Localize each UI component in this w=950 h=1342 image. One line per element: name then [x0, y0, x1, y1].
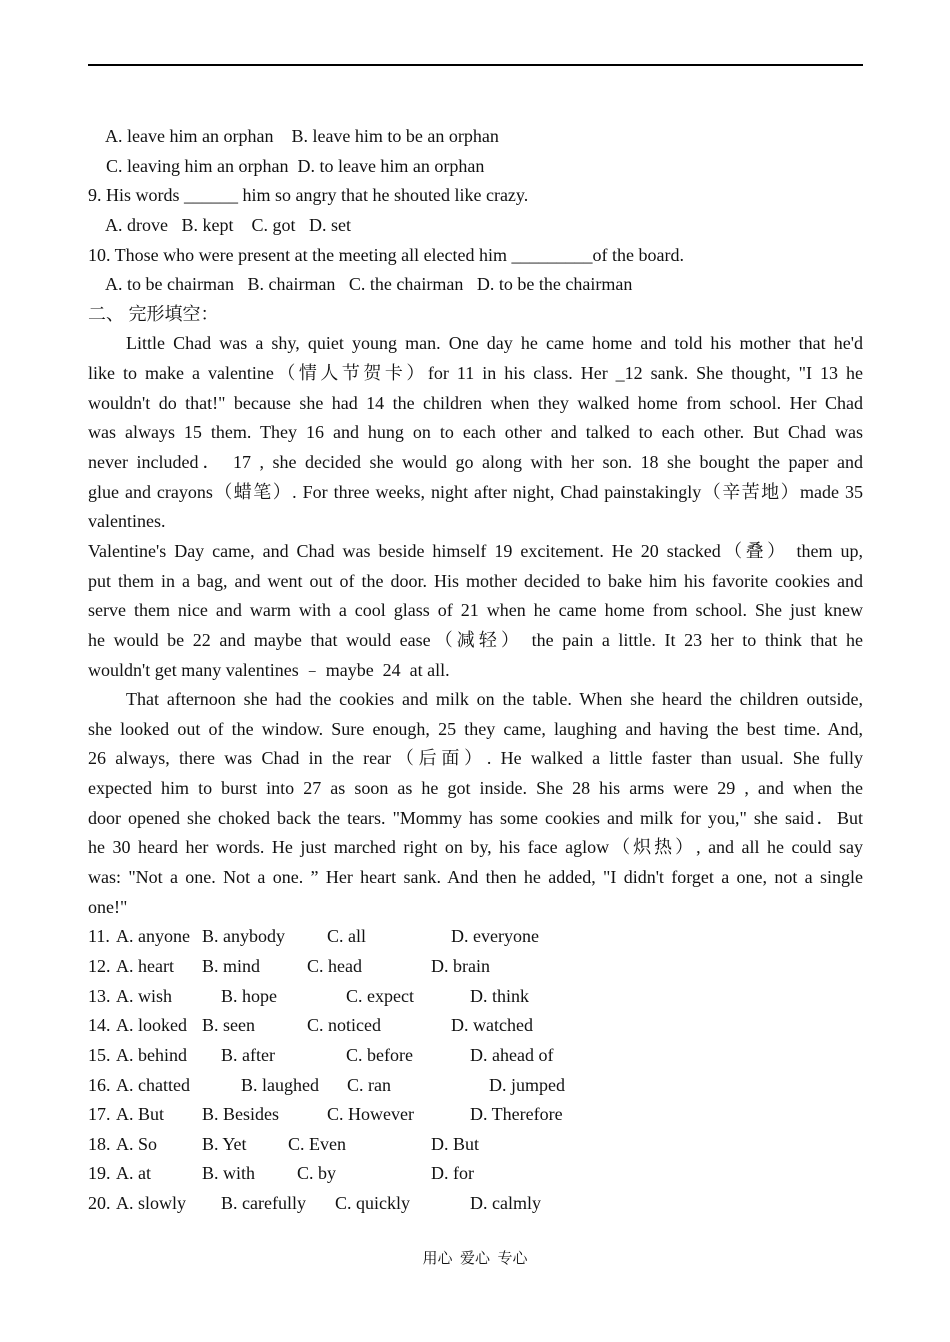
option-b: B. after — [221, 1044, 275, 1065]
passage-line: expected him to burst into 27 as soon as he got inside. She 28 his arms were 29 , and when the — [88, 778, 863, 799]
option-a: A. behind — [116, 1044, 187, 1065]
passage-line: valentines. — [88, 511, 166, 532]
option-c: C. all — [327, 926, 366, 947]
option-b: B. Yet — [202, 1133, 247, 1154]
option-c: C. However — [327, 1104, 414, 1125]
passage-line: wouldn't do that!" because she had 14 the children when they walked home from school. Her Chad — [88, 392, 863, 413]
question-row — [88, 1100, 863, 1130]
question-row — [88, 1130, 863, 1160]
option-c: C. expect — [346, 985, 414, 1006]
option-a: A. But — [116, 1104, 165, 1125]
option-c: C. before — [346, 1044, 413, 1065]
question-row — [88, 1011, 863, 1041]
passage-line: like to make a valentine（情人节贺卡）for 11 in his class. Her _12 sank. She thought, "I 13 he — [88, 363, 863, 384]
text-line: 二、 完形填空： — [88, 303, 219, 324]
question-row — [88, 1041, 863, 1071]
passage-line: she looked out of the window. Sure enough, 25 they came, laughing and having the best time. And, — [88, 718, 863, 739]
question-number: 16. — [88, 1074, 111, 1095]
option-a: A. at — [116, 1163, 151, 1184]
text-line: 10. Those who were present at the meeting all elected him _________of the board. — [88, 244, 684, 265]
passage-line: put them in a bag, and went out of the door. His mother decided to bake him his favorite cookies and — [88, 570, 863, 591]
option-a: A. looked — [116, 1015, 187, 1036]
passage-line: never included． 17 , she decided she would go along with her son. 18 she bought the paper and — [88, 452, 863, 473]
text-line: C. leaving him an orphan D. to leave him an orphan — [88, 155, 485, 176]
option-d: D. ahead of — [470, 1044, 554, 1065]
passage-line: was: "Not a one. Not a one. ” Her heart sank. And then he added, "I didn't forget a one, not a single — [88, 867, 863, 888]
option-a: A. heart — [116, 955, 174, 976]
option-d: D. jumped — [489, 1074, 565, 1095]
option-b: B. Besides — [202, 1104, 280, 1125]
text-line: A. to be chairman B. chairman C. the chairman D. to be the chairman — [88, 274, 633, 295]
question-row — [88, 952, 863, 982]
option-d: D. for — [431, 1163, 474, 1184]
option-c: C. quickly — [335, 1193, 410, 1214]
question-number: 18. — [88, 1133, 111, 1154]
option-c: C. head — [307, 955, 362, 976]
option-c: C. ran — [347, 1074, 391, 1095]
option-d: D. everyone — [451, 926, 539, 947]
option-d: D. calmly — [470, 1193, 541, 1214]
passage-line: he would be 22 and maybe that would ease（减轻） the pain a little. It 23 her to think that he — [88, 629, 863, 650]
option-c: C. noticed — [307, 1015, 381, 1036]
option-b: B. seen — [202, 1015, 255, 1036]
option-c: C. Even — [288, 1133, 346, 1154]
question-number: 20. — [88, 1193, 111, 1214]
question-number: 17. — [88, 1104, 111, 1125]
header-rule — [88, 64, 863, 66]
question-number: 19. — [88, 1163, 111, 1184]
option-a: A. chatted — [116, 1074, 190, 1095]
option-b: B. laughed — [241, 1074, 319, 1095]
option-c: C. by — [297, 1163, 337, 1184]
option-a: A. wish — [116, 985, 173, 1006]
text-line: 9. His words ______ him so angry that he shouted like crazy. — [88, 185, 529, 206]
option-a: A. slowly — [116, 1193, 187, 1214]
question-row — [88, 1189, 863, 1219]
text-line: A. leave him an orphan B. leave him to be an orphan — [88, 126, 499, 146]
question-number: 11. — [88, 926, 110, 947]
passage-line: he 30 heard her words. He just marched right on by, his face aglow（炽热）, and all he could say — [88, 837, 863, 858]
passage-line: serve them nice and warm with a cool glass of 21 when he came home from school. She just knew — [88, 600, 863, 621]
page-footer: 用心 爱心 专心 — [422, 1251, 528, 1267]
question-row — [88, 982, 863, 1012]
question-row — [88, 1071, 863, 1101]
text-line: A. drove B. kept C. got D. set — [88, 214, 351, 235]
question-number: 13. — [88, 985, 111, 1006]
option-b: B. carefully — [221, 1193, 306, 1214]
passage-line: was always 15 them. They 16 and hung on to each other and talked to each other. But Chad was — [88, 422, 863, 443]
option-d: D. think — [470, 985, 530, 1006]
option-b: B. with — [202, 1163, 256, 1184]
option-a: A. So — [116, 1133, 158, 1154]
passage-line: Valentine's Day came, and Chad was beside himself 19 excitement. He 20 stacked（叠） them up, — [88, 540, 863, 561]
option-b: B. mind — [202, 955, 261, 976]
passage-line: wouldn't get many valentines ﹣ maybe 24 at all. — [88, 659, 450, 680]
question-number: 12. — [88, 955, 111, 976]
question-row — [88, 922, 863, 952]
question-row — [88, 1159, 863, 1189]
passage-line: one!" — [88, 896, 128, 917]
passage-line: door opened she choked back the tears. "Mommy has some cookies and milk for you," she said．But — [88, 807, 863, 828]
document-body — [88, 122, 863, 1219]
option-a: A. anyone — [116, 926, 190, 947]
passage-line: 26 always, there was Chad in the rear（后面）. He walked a little faster than usual. She fully — [88, 748, 863, 769]
passage-line: glue and crayons（蜡笔）. For three weeks, night after night, Chad painstakingly（辛苦地）made 35 — [88, 481, 863, 502]
option-d: D. Therefore — [470, 1104, 563, 1125]
option-d: D. watched — [451, 1015, 533, 1036]
question-number: 15. — [88, 1044, 111, 1065]
question-number: 14. — [88, 1015, 111, 1036]
option-b: B. anybody — [202, 926, 285, 947]
option-b: B. hope — [221, 985, 277, 1006]
option-d: D. But — [431, 1133, 480, 1154]
passage-line: That afternoon she had the cookies and milk on the table. When she heard the children outside, — [126, 689, 863, 710]
passage-line: Little Chad was a shy, quiet young man. One day he came home and told his mother that he'd — [126, 333, 863, 354]
option-d: D. brain — [431, 955, 490, 976]
